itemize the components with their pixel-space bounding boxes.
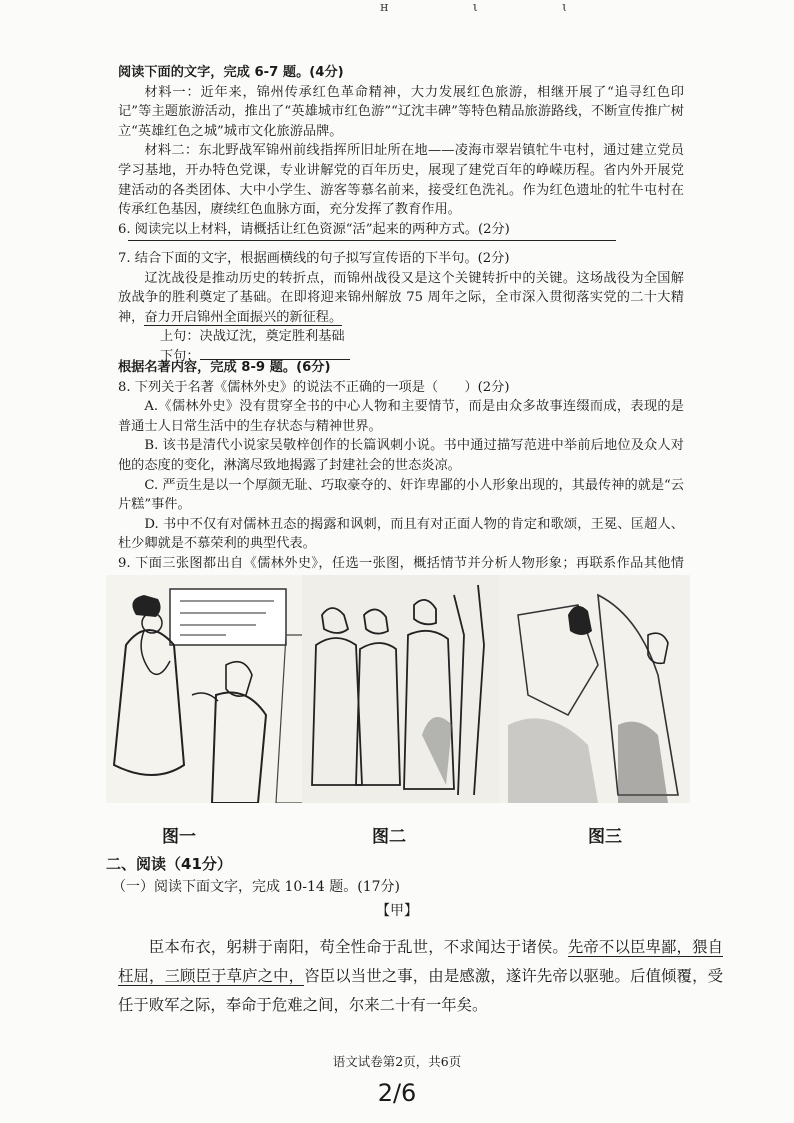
passage-jia-title: 【甲】	[376, 903, 418, 919]
question-7-text	[118, 269, 684, 328]
illustration-figure-three	[498, 575, 690, 803]
question-8: 8. 下列关于名著《儒林外史》的说法不正确的一项是（ ）(2分)	[118, 379, 510, 395]
option-c: C. 严贡生是以一个厚颜无耻、巧取豪夺的、奸诈卑鄙的小人形象出现的，其最传神的就是“云片糕”事件。	[118, 477, 684, 513]
caption-figure-two: 图二	[372, 827, 406, 847]
jia-text-underlined: 先帝不以臣卑鄙，猥自枉屈，三顾臣于草庐之中，	[118, 938, 723, 985]
jia-text-a: 臣本布衣，躬耕于南阳，苟全性命于乱世，不求闻达于诸侯。	[148, 938, 568, 956]
answer-line-q6	[128, 240, 616, 241]
option-d: D. 书中不仅有对儒林丑态的揭露和讽刺，而且有对正面人物的肯定和歌颂，王冕、匡超人、杜少卿就是不慕荣利的典型代表。	[118, 516, 684, 552]
q7-lower-label: 下句：	[160, 348, 200, 364]
page-footer: 语文试卷第2页，共6页	[332, 1054, 462, 1069]
question-9: 9. 下面三张图都出自《儒林外史》，任选一张图，概括情节并分析人物形象；再联系作品其他情	[118, 555, 684, 571]
material-one: 材料一：近年来，锦州传承红色革命精神，大力发展红色旅游，相继开展了“追寻红色印记”等主题旅游活动，推出了“英雄城市红色游”“辽沈丰碑”等特色精品旅游路线，不断宣传推广树立“英雄红色之城”城市文化旅游品牌。	[118, 84, 684, 139]
caption-figure-three: 图三	[588, 827, 622, 847]
q7-upper-line: 上句：决战辽沈，奠定胜利基础	[160, 329, 345, 345]
q7-text-underlined: 奋力开启锦州全面振兴的新征程。	[144, 309, 343, 325]
intro-8-9: 根据名著内容，完成 8-9 题。(6分)	[118, 360, 331, 375]
section-two-part-one: （一）阅读下面文字，完成 10-14 题。(17分)	[112, 879, 400, 895]
jia-text-b: 咨臣以当世之事，由是感激，遂许先帝以驱驰。后值倾覆，受任于败军之际，奉命于危难之间，尔来二十有一年矣。	[118, 967, 723, 1014]
intro-6-7: 阅读下面的文字，完成 6-7 题。(4分)	[118, 65, 344, 80]
question-6: 6. 阅读完以上材料，请概括让红色资源“活”起来的两种方式。(2分)	[118, 221, 510, 237]
question-7: 7. 结合下面的文字，根据画横线的句子拟写宣传语的下半句。(2分)	[118, 251, 510, 266]
reading-6-7	[118, 63, 684, 239]
reading-8-9	[118, 358, 684, 593]
caption-figure-one: 图一	[162, 827, 196, 847]
option-a: A.《儒林外史》没有贯穿全书的中心人物和主要情节，而是由众多故事连缀而成，表现的是普通士人日常生活中的生存状态与精神世界。	[118, 399, 684, 434]
illustration-figure-one	[106, 575, 306, 803]
passage-jia	[118, 933, 723, 1020]
material-two: 材料二：东北野战军锦州前线指挥所旧址所在地——凌海市翠岩镇牤牛屯村，通过建立党员学习基地，开办特色党课，专业讲解党的百年历史，展现了建党百年的峥嵘历程。省内外开展党建活动的各类团体、大中小学生、游客等慕名前来，接受红色洗礼。作为红色遗址的牤牛屯村在传承红色基因，赓续红色血脉方面，充分发挥了教育作用。	[118, 143, 684, 218]
option-b: B. 该书是清代小说家吴敬梓创作的长篇讽刺小说。书中通过描写范进中举前后地位及众人对他的态度的变化，淋漓尽致地揭露了封建社会的世态炎凉。	[118, 438, 684, 473]
page-number: 2/6	[377, 1079, 417, 1107]
section-two-heading: 二、阅读（41分）	[106, 855, 232, 873]
illustration-figure-two	[302, 575, 502, 803]
q7-text-plain: 辽沈战役是推动历史的转折点，而锦州战役又是这个关键转折中的关键。这场战役为全国解放战争的胜利奠定了基础。在即将迎来锦州解放 75 周年之际，全市深入贯彻落实党的二十大精神，	[118, 270, 684, 325]
illustration-strip	[106, 575, 690, 803]
top-edge-marks: ʜ ι ɩ	[380, 0, 608, 15]
passage-jia-text	[118, 933, 723, 1020]
question-7-block	[118, 249, 684, 367]
